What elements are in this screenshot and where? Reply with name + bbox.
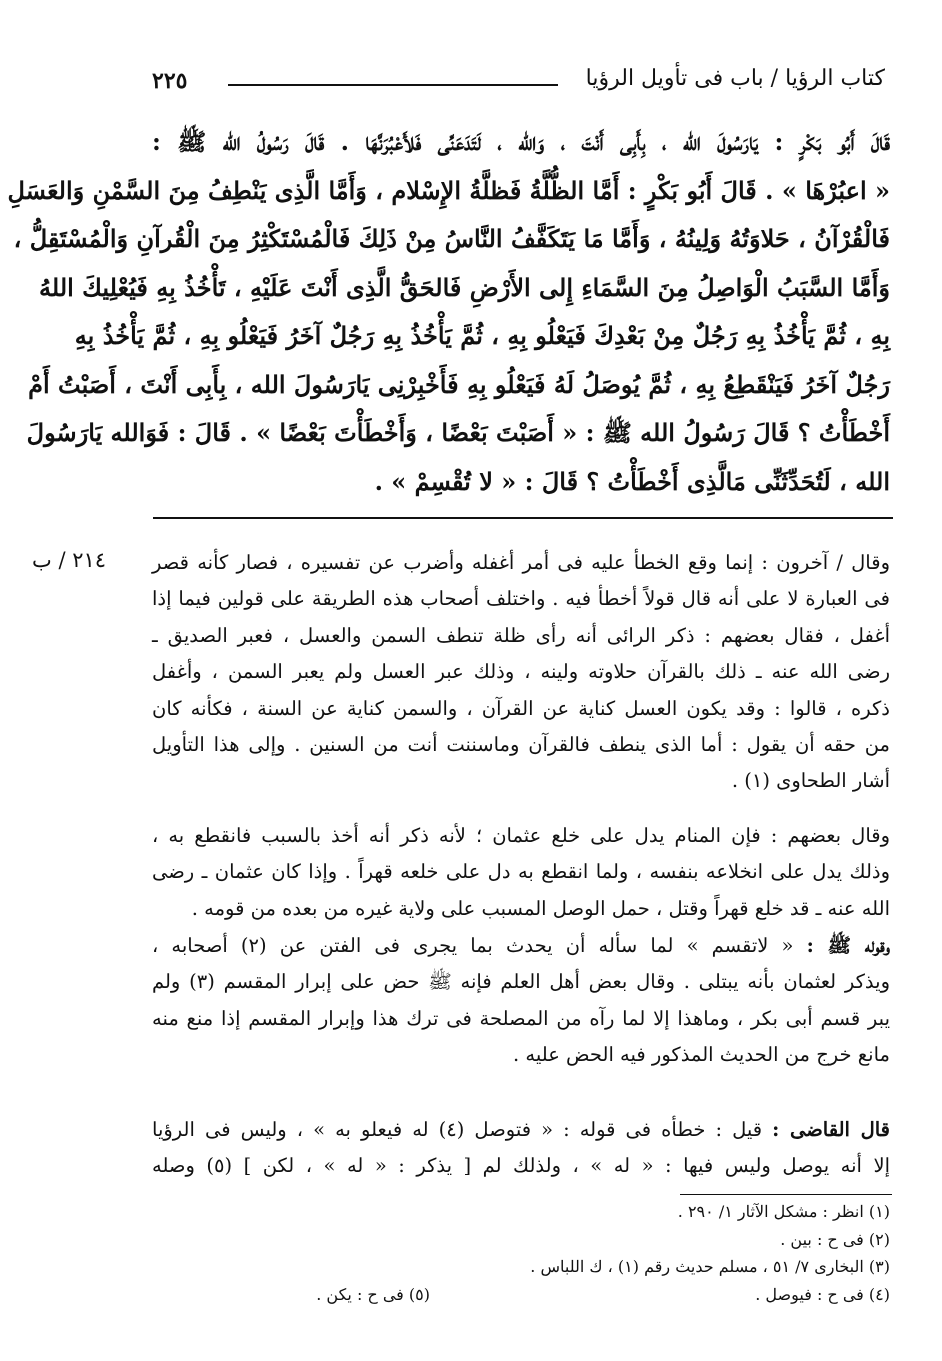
- manuscript-folio-note: ٢١٤ / ب: [32, 548, 107, 572]
- header-rule: [228, 84, 558, 86]
- paragraph-line: من حقه أن يقول : أما الذى ينطف فالقرآن وماسننت أنت من السنين . وإلى هذا التأويل: [152, 732, 890, 756]
- footnote-rule: [680, 1194, 892, 1195]
- paragraph-line: ويذكر لعثمان بأنه يبتلى . وقال بعض أهل العلم فإنه ﷺ حض على إبرار المقسم (٣) ولم: [152, 970, 890, 994]
- hadith-line: رَجُلٌ آخَرُ فَيَنْقَطِعُ بِهِ ، ثُمَّ يُوصَلُ لَهُ فَيَعْلُو بِهِ فَأَخْبِرْنِى يَارَسُولَ الله ، بِأَبِى أَنْتَ ، أَصَبْتُ أَمْ: [28, 369, 890, 399]
- paragraph-line: فى العبارة لا على أنه قال قولاً أخطأ فيه . واختلف أصحاب هذه الطريقة على قولين فيما إذا: [152, 587, 891, 611]
- chapter-title: كتاب الرؤيا / باب فى تأويل الرؤيا: [585, 66, 885, 91]
- hadith-line: وَأَمَّا السَّبَبُ الْوَاصِلُ مِنَ السَّمَاءِ إِلى الأَرْضِ فَالحَقُّ الَّذِى أَنْتَ عَلَيْهِ ، تَأْخُذُ بِهِ فَيُعْلِيكَ اللهُ: [39, 272, 890, 302]
- hadith-line: أَخْطَأْتُ ؟ قَالَ رَسُولُ الله ﷺ : « أَصَبْتَ بَعْضًا ، وَأَخْطَأْتَ بَعْضًا » . قَالَ : فَوَالله يَارَسُولَ: [26, 418, 890, 447]
- hadith-line: فَالْقُرْآنُ ، حَلاوَتُهُ وَلِينُهُ ، وَأَمَّا مَا يَتَكَفَّفُ النَّاسُ مِنْ ذَلِكَ فَالْمُسْتَكْثِرُ مِنَ الْقُرآنِ وَالْمُسْتَقِلُّ ،: [13, 224, 890, 253]
- paragraph-line: إلا أنه يوصل وليس فيها : « له » ، ولذلك لم [ يذكر : « له » ، لكن ] (٥) وصله: [152, 1154, 890, 1178]
- footnote: (٤) فى ح : فيوصل .: [755, 1284, 890, 1304]
- footnote: (٥) فى ح : يكن .: [316, 1284, 430, 1304]
- paragraph-line-text: قيل : خطأه فى قوله : « فتوصل (٤) له فيعلو به » ، وليس فى الرؤيا: [152, 1118, 773, 1141]
- footnote: (٣) البخارى ٧/ ٥١ ، مسلم حديث رقم (١) ، ك اللباس .: [530, 1257, 890, 1276]
- footnote: (٢) فى ح : بين .: [780, 1229, 890, 1249]
- footnotes: [152, 1198, 890, 1308]
- paragraph-line: أغفل ، فقال بعضهم : ذكر الرائى أنه رأى ظلة تنطف السمن والعسل ، فعبر الصديق ـ: [152, 623, 890, 647]
- commentary-paragraph-3: [152, 928, 890, 1074]
- paragraph-line: وذلك يدل على انخلاعه بنفسه ، ولما انقطع به دل على خلعه قهراً . وإذا كان عثمان ـ رضى: [152, 860, 890, 884]
- paragraph-line: [152, 1112, 890, 1148]
- paragraph-line: [152, 928, 890, 964]
- paragraph-line: وقال / آخرون : إنما وقع الخطأ عليه فى أمر أغفله وأضرب عن تفسيره ، فصار كأنه قصر: [152, 551, 890, 574]
- commentary-paragraph-2: [152, 818, 890, 927]
- paragraph-line: ذكره ، قالوا : وقد يكون العسل كناية عن القرآن ، والسمن كناية عن السنة ، فكأنه كان: [152, 696, 890, 720]
- paragraph-line: الله عنه ـ قد خلع قهراً وقتل ، حمل الوصل المسبب على ولاية غيره من بعده من قومه .: [191, 896, 890, 920]
- hadith-line: بِهِ ، ثُمَّ يَأْخُذُ بِهِ رَجُلٌ مِنْ بَعْدِكَ فَيَعْلُو بِهِ ، ثُمَّ يَأْخُذُ بِهِ رَجُلٌ آخَرُ فَيَعْلُو بِهِ ، ثُمَّ يَأْخُذُ بِهِ: [74, 321, 890, 350]
- section-divider: [153, 517, 893, 519]
- paragraph-line: رضى الله عنه ـ ذلك بالقرآن حلاوته ولينه ، وذلك عبر العسل ولم يعبر السمن ، وأغفل: [152, 660, 890, 684]
- hadith-text: [7, 118, 890, 506]
- paragraph-line: أشار الطحاوى (١) .: [731, 769, 890, 793]
- commentary-paragraph-1: [152, 545, 890, 800]
- hadith-line: قَالَ أَبُو بَكْرٍ : يَارَسُولَ الله ، بِأَبِى أَنْتَ ، وَالله ، لَتَدَعَنِّى فَلأَعْبُرَنَّهَا . قَالَ رَسُولُ الله ﷺ :: [152, 127, 890, 156]
- paragraph-line: يبر قسم أبى بكر ، وماهذا إلا لما رآه من المصلحة فى ترك هذا وإبرار المقسم إذا منع منه: [152, 1006, 890, 1030]
- running-header: [150, 62, 885, 102]
- paragraph-line-text: « لاتقسم » لما سأله أن يحدث بما يجرى فى الفتن عن (٢) أصحابه ،: [152, 934, 807, 957]
- hadith-line: « اعبُرْهَا » . قَالَ أَبُو بَكْرٍ : أَمَّا الظُّلَّةُ فَظلَّةُ الإِسْلام ، وَأَمَّا الَّذِى يَنْطِفُ مِنَ السَّمْنِ وَالعَسَلِ: [7, 175, 890, 205]
- page-number: ٢٢٥: [152, 68, 188, 94]
- hadith-line: الله ، لَتُحَدِّثَنِّى مَالَّذِى أَخْطَأْتُ ؟ قَالَ : « لا تُقْسِمْ » .: [374, 466, 890, 496]
- footnote: (١) انظر : مشكل الآثار ١/ ٢٩٠ .: [677, 1202, 890, 1221]
- footnote-row: [152, 1281, 890, 1309]
- paragraph-lead: وقوله ﷺ :: [806, 934, 890, 957]
- commentary-paragraph-4: [152, 1112, 890, 1185]
- paragraph-line: مانع خرج من الحديث المذكور فيه الحض عليه .: [513, 1043, 890, 1067]
- paragraph-lead: قال القاضى :: [772, 1118, 891, 1141]
- paragraph-line: وقال بعضهم : فإن المنام يدل على خلع عثمان ؛ لأنه ذكر أنه أخذ بالسبب فانقطع به ،: [152, 824, 890, 847]
